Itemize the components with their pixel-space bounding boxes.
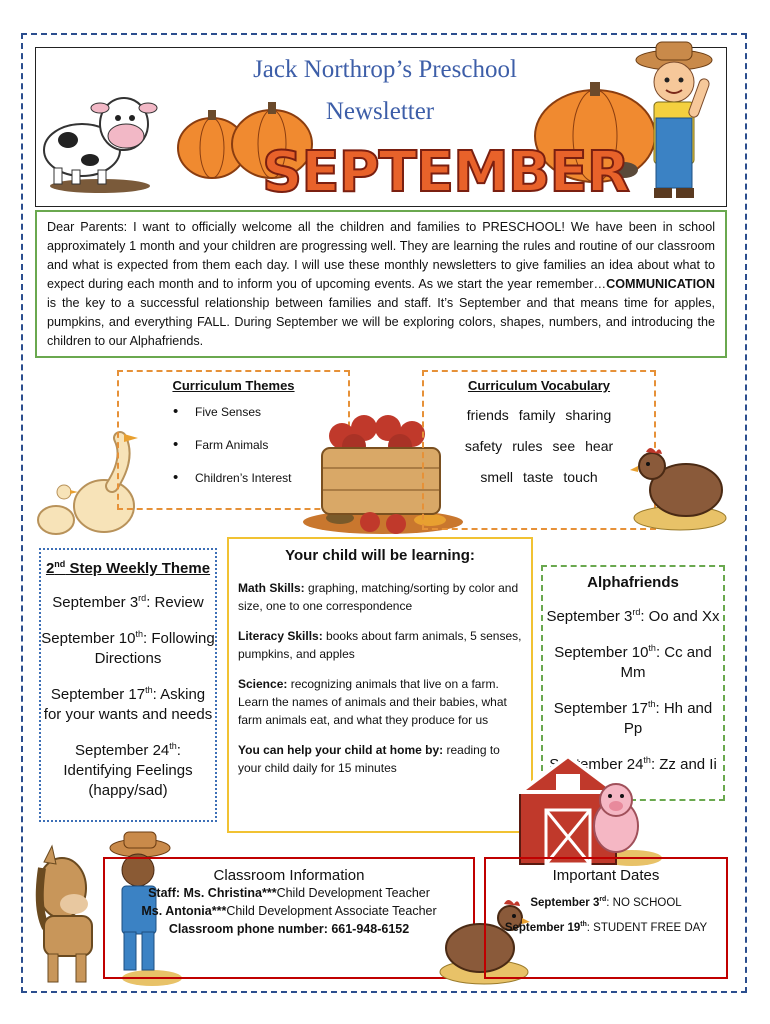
weekly-theme-item: September 17th: Asking for your wants and needs — [43, 685, 213, 723]
newsletter-title: Newsletter — [325, 98, 435, 125]
learning-item: You can help your child at home by: reading to your child daily for 15 minutes — [238, 743, 500, 775]
theme-item: • Five Senses — [173, 405, 348, 438]
vocab-word: rules — [512, 438, 543, 454]
curriculum-vocabulary-heading: Curriculum Vocabulary — [467, 378, 611, 393]
learning-item: Literacy Skills: books about farm animals, 5 senses, pumpkins, and apples — [238, 629, 522, 661]
weekly-theme-heading: 2nd Step Weekly Theme — [45, 559, 211, 577]
vocab-word: friends — [466, 407, 509, 423]
important-date-item: September 19th: STUDENT FREE DAY — [504, 920, 708, 934]
farmer-boy-icon — [630, 38, 730, 206]
vocab-word: see — [552, 438, 576, 454]
staff-line: Staff: Ms. Christina***Child Development Teacher — [148, 886, 430, 900]
theme-item: • Children’s Interest — [173, 471, 348, 504]
weekly-theme-box — [39, 548, 217, 822]
barn-pig-icon — [512, 752, 662, 866]
intro-paragraph: Dear Parents: I want to officially welcome all the children and families to PRESCHOOL! We have been in school approximately 1 month and your children are progressing well. They are learning the rules and routine of our classroom and what is expected from them each day. I will use these monthly newsletters to give families an idea about what to expect during each month and to inform you of upcoming events. As we start the year remember…COMMUNICATION is the key to a successful relationship between families and staff. It’s September and that means time for apples, pumpkins, and everything FALL. During September we will be exploring colors, shapes, numbers, and introducing the children to our Alphafriends. — [35, 210, 727, 358]
alphafriends-item: September 10th: Cc and Mm — [554, 643, 712, 681]
vocab-word: taste — [523, 469, 554, 485]
weekly-theme-item: September 24th: Identifying Feelings (happy/sad) — [63, 741, 193, 799]
hen-icon — [628, 440, 732, 532]
school-title: Jack Northrop’s Preschool — [253, 56, 517, 83]
learning-heading: Your child will be learning: — [285, 547, 475, 564]
theme-item: • Farm Animals — [173, 438, 348, 471]
vocab-row — [424, 469, 654, 486]
learning-box — [227, 537, 533, 833]
vocab-word: sharing — [565, 407, 612, 423]
important-dates-heading: Important Dates — [552, 867, 660, 884]
learning-item: Math Skills: graphing, matching/sorting by color and size, one to one correspondence — [238, 581, 519, 613]
staff-line: Ms. Antonia***Child Development Associate Teacher — [141, 904, 437, 918]
classroom-information-heading: Classroom Information — [213, 867, 365, 884]
vocab-row — [424, 407, 654, 424]
vocab-word: safety — [464, 438, 503, 454]
weekly-theme-item: September 3rd: Review — [52, 593, 204, 611]
curriculum-themes-heading: Curriculum Themes — [172, 378, 295, 393]
cow-icon — [38, 88, 158, 196]
vocab-word: touch — [563, 469, 598, 485]
alphafriends-item: September 24th: Zz and Ii — [549, 755, 717, 773]
alphafriends-heading: Alphafriends — [587, 574, 679, 591]
alphafriends-item: September 3rd: Oo and Xx — [546, 607, 720, 625]
classroom-phone: Classroom phone number: 661-948-6152 — [168, 922, 410, 936]
curriculum-vocabulary-box — [422, 370, 656, 530]
vocab-word: family — [518, 407, 556, 423]
important-dates-box — [484, 857, 728, 979]
vocab-row — [424, 438, 654, 455]
vocab-word: hear — [585, 438, 614, 454]
classroom-information-box — [103, 857, 475, 979]
intro-emphasis: COMMUNICATION — [606, 277, 715, 291]
alphafriends-item: September 17th: Hh and Pp — [553, 699, 713, 737]
important-date-item: September 3rd: NO SCHOOL — [530, 896, 682, 909]
vocab-word: smell — [480, 469, 514, 485]
weekly-theme-item: September 10th: Following Directions — [41, 629, 215, 667]
month-banner: SEPTEMBER — [262, 140, 629, 205]
learning-item: Science: recognizing animals that live on a farm. Learn the names of animals and their babies, what farm animals eat, and what they produce for us — [238, 677, 507, 727]
